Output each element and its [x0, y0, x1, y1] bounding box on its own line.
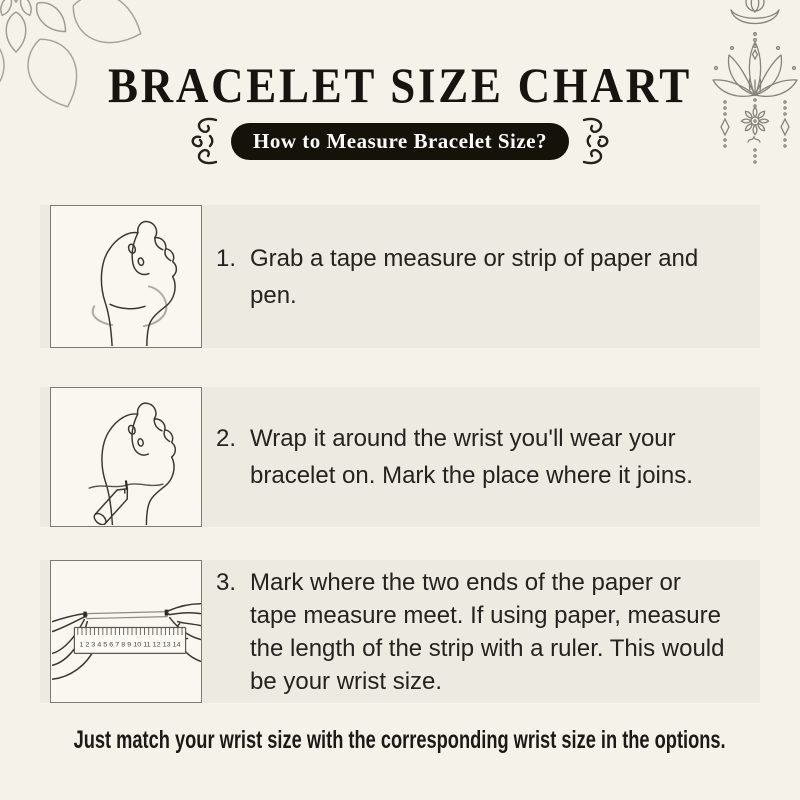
step-1-illustration — [50, 205, 202, 348]
badge-row — [0, 117, 800, 165]
step-line: bracelet on. Mark the place where it joins. — [250, 462, 693, 489]
flourish-right-icon — [579, 117, 611, 165]
step-row-1 — [40, 205, 760, 348]
step-number: 3. — [216, 568, 237, 596]
step-line: tape measure meet. If using paper, measure — [250, 601, 721, 629]
how-to-badge: How to Measure Bracelet Size? — [231, 123, 569, 160]
footer-note-row — [0, 726, 800, 755]
step-2-text — [202, 387, 760, 527]
step-line: Grab a tape measure or strip of paper and — [250, 244, 699, 272]
step-number: 2. — [216, 425, 237, 452]
step-3-illustration — [50, 560, 202, 703]
step-line: Mark where the two ends of the paper or — [250, 568, 681, 596]
step-3-text — [202, 560, 760, 703]
fist-with-pen-illustration-icon — [52, 389, 201, 525]
flourish-left-icon — [189, 117, 221, 165]
step-2-illustration — [50, 387, 202, 527]
step-row-2 — [40, 387, 760, 527]
step-line: Wrap it around the wrist you'll wear your — [250, 425, 676, 452]
fist-with-tape-illustration-icon — [52, 207, 201, 346]
step-line: the length of the strip with a ruler. This would — [250, 634, 725, 662]
hands-ruler-illustration-icon — [52, 562, 201, 701]
footer-note: Just match your wrist size with the corresponding wrist size in the options. — [73, 726, 727, 754]
step-1-text — [202, 205, 760, 348]
step-line: be your wrist size. — [250, 667, 443, 695]
step-row-3 — [40, 560, 760, 703]
ruler-numbers: 1 2 3 4 5 6 7 8 9 10 11 12 13 14 — [78, 642, 181, 649]
step-number: 1. — [216, 244, 237, 272]
page-title: BRACELET SIZE CHART — [107, 57, 693, 113]
step-line: pen. — [250, 281, 297, 309]
